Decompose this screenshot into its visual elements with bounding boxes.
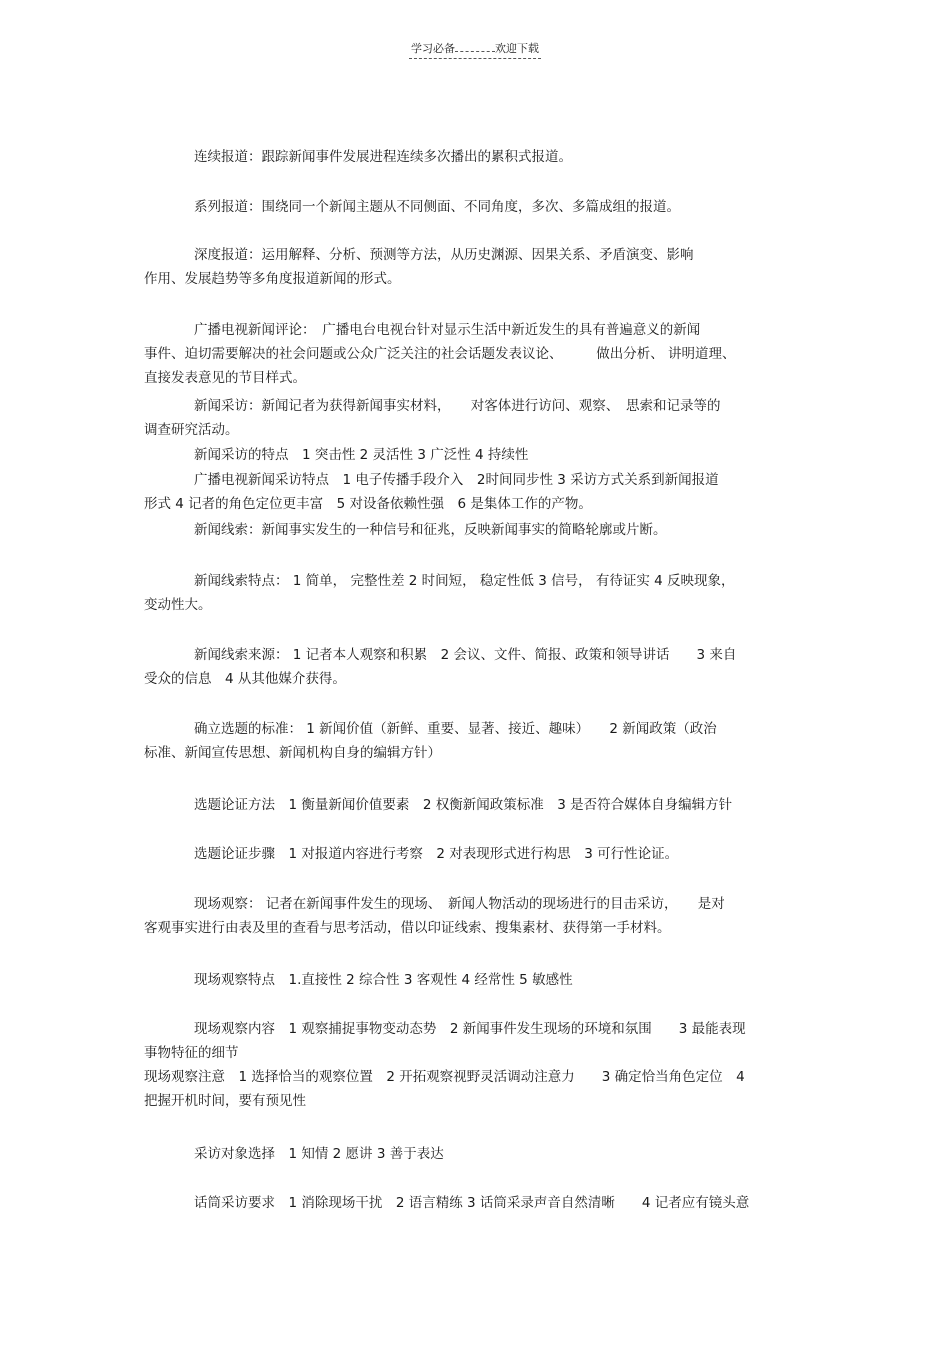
paragraph-line: 事物特征的细节 bbox=[144, 1045, 239, 1061]
paragraph-continuous-report bbox=[144, 145, 806, 169]
paragraph-line: 作用、发展趋势等多角度报道新闻的形式。 bbox=[144, 271, 401, 287]
paragraph-observation-notes bbox=[144, 1065, 806, 1113]
paragraph-news-clue bbox=[144, 518, 806, 542]
paragraph-observation-content bbox=[144, 1017, 806, 1065]
paragraph-line: 新闻线索：新闻事实发生的一种信号和征兆，反映新闻事实的简略轮廓或片断。 bbox=[194, 522, 667, 538]
paragraph-series-report bbox=[144, 195, 806, 219]
paragraph-line: 标准、新闻宣传思想、新闻机构自身的编辑方针） bbox=[144, 745, 441, 761]
paragraph-line: 现场观察内容 1 观察捕捉事物变动态势 2 新闻事件发生现场的环境和氛围 3 最能表现 bbox=[194, 1021, 746, 1037]
paragraph-depth-report bbox=[144, 243, 806, 291]
paragraph-line: 新闻采访：新闻记者为获得新闻事实材料， 对客体进行访问、观察、 思索和记录等的 bbox=[194, 398, 721, 414]
header-dashed-gap bbox=[455, 51, 495, 52]
paragraph-line: 选题论证步骤 1 对报道内容进行考察 2 对表现形式进行构思 3 可行性论证。 bbox=[194, 846, 679, 862]
paragraph-line: 新闻采访的特点 1 突击性 2 灵活性 3 广泛性 4 持续性 bbox=[194, 447, 529, 463]
paragraph-line: 现场观察特点 1.直接性 2 综合性 3 客观性 4 经常性 5 敏感性 bbox=[194, 972, 573, 988]
paragraph-line: 广播电视新闻采访特点 1 电子传播手段介入 2时间同步性 3 采访方式关系到新闻报道 bbox=[194, 472, 719, 488]
paragraph-onsite-observation bbox=[144, 892, 806, 940]
paragraph-line: 确立选题的标准： 1 新闻价值（新鲜、重要、显著、接近、趣味） 2 新闻政策（政治 bbox=[194, 721, 717, 737]
paragraph-line: 现场观察注意 1 选择恰当的观察位置 2 开拓观察视野灵活调动注意力 3 确定恰当角色定位 4 bbox=[144, 1069, 745, 1085]
paragraph-line: 事件、迫切需要解决的社会问题或公众广泛关注的社会话题发表议论、 做出分析、 讲明道理、 bbox=[144, 346, 736, 362]
paragraph-topic-steps bbox=[144, 842, 806, 866]
paragraph-topic-standards bbox=[144, 717, 806, 765]
paragraph-broadcast-interview-features bbox=[144, 468, 806, 516]
paragraph-line: 变动性大。 bbox=[144, 597, 212, 613]
paragraph-line: 选题论证方法 1 衡量新闻价值要素 2 权衡新闻政策标准 3 是否符合媒体自身编辑方针 bbox=[194, 797, 733, 813]
paragraph-topic-methods bbox=[144, 793, 806, 817]
paragraph-line: 新闻线索来源： 1 记者本人观察和积累 2 会议、文件、简报、政策和领导讲话 3 来自 bbox=[194, 647, 737, 663]
paragraph-line: 连续报道：跟踪新闻事件发展进程连续多次播出的累积式报道。 bbox=[194, 149, 572, 165]
paragraph-clue-features bbox=[144, 569, 806, 617]
paragraph-news-interview bbox=[144, 394, 806, 442]
paragraph-line: 调查研究活动。 bbox=[144, 422, 239, 438]
paragraph-line: 广播电视新闻评论： 广播电台电视台针对显示生活中新近发生的具有普遍意义的新闻 bbox=[194, 322, 701, 338]
paragraph-line: 现场观察： 记者在新闻事件发生的现场、 新闻人物活动的现场进行的目击采访， 是对 bbox=[194, 896, 725, 912]
paragraph-news-commentary bbox=[144, 318, 806, 390]
paragraph-line: 系列报道：围绕同一个新闻主题从不同侧面、不同角度，多次、多篇成组的报道。 bbox=[194, 199, 680, 215]
paragraph-line: 把握开机时间，要有预见性 bbox=[144, 1093, 306, 1109]
paragraph-line: 新闻线索特点： 1 简单， 完整性差 2 时间短， 稳定性低 3 信号， 有待证实 4 反映现象， bbox=[194, 573, 735, 589]
paragraph-observation-features bbox=[144, 968, 806, 992]
header-right-text: 欢迎下载 bbox=[495, 42, 539, 55]
paragraph-line: 采访对象选择 1 知情 2 愿讲 3 善于表达 bbox=[194, 1146, 444, 1162]
paragraph-line: 直接发表意见的节目样式。 bbox=[144, 370, 306, 386]
paragraph-interview-features bbox=[144, 443, 806, 467]
paragraph-line: 形式 4 记者的角色定位更丰富 5 对设备依赖性强 6 是集体工作的产物。 bbox=[144, 496, 592, 512]
paragraph-line: 客观事实进行由表及里的查看与思考活动，借以印证线索、搜集素材、获得第一手材料。 bbox=[144, 920, 671, 936]
header-left-text: 学习必备 bbox=[411, 42, 455, 55]
paragraph-microphone-requirements bbox=[144, 1191, 806, 1215]
header-underline bbox=[409, 40, 541, 59]
paragraph-line: 话筒采访要求 1 消除现场干扰 2 语言精练 3 话筒采录声音自然清晰 4 记者应有镜头意 bbox=[194, 1195, 750, 1211]
paragraph-clue-sources bbox=[144, 643, 806, 691]
page-header bbox=[0, 40, 950, 59]
paragraph-line: 受众的信息 4 从其他媒介获得。 bbox=[144, 671, 346, 687]
paragraph-interviewee-selection bbox=[144, 1142, 806, 1166]
paragraph-line: 深度报道：运用解释、分析、预测等方法，从历史渊源、因果关系、矛盾演变、影响 bbox=[194, 247, 694, 263]
